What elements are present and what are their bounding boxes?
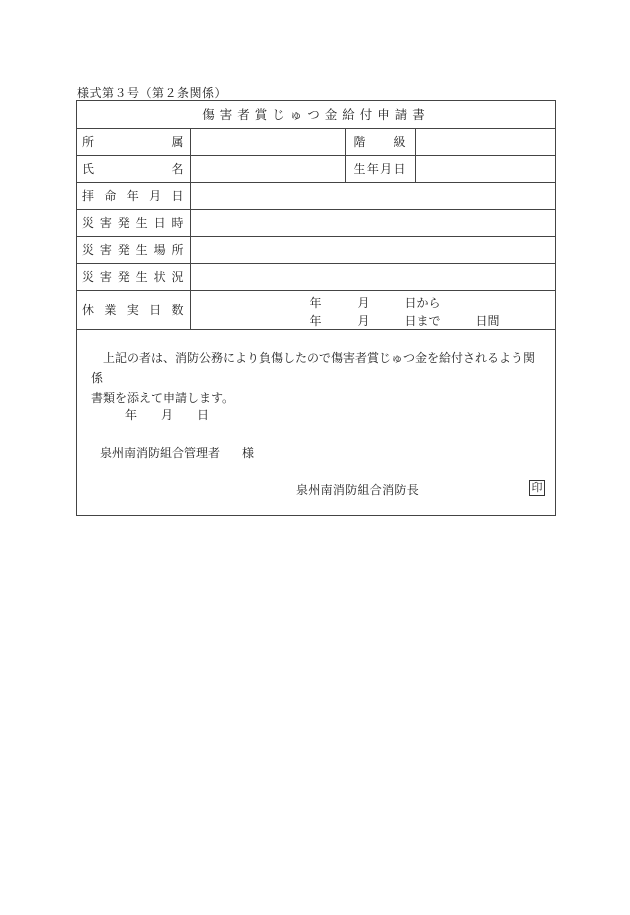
- disaster-datetime-field[interactable]: [190, 209, 555, 236]
- date-day: 日: [197, 408, 210, 422]
- label-char: 状: [153, 270, 166, 284]
- label-char: 属: [171, 135, 184, 149]
- label-char: 年: [126, 189, 139, 203]
- leave-period-field[interactable]: [190, 290, 555, 329]
- statement-line-2: 書類を添えて申請します。: [91, 391, 235, 405]
- label-char: 階: [353, 135, 366, 149]
- label-char: 日: [153, 216, 166, 230]
- period-days: 日間: [475, 313, 500, 328]
- label-text: [82, 241, 184, 258]
- label-char: 災: [82, 243, 95, 257]
- rank-label: [345, 128, 415, 155]
- form-number: 様式第３号（第２条関係）: [77, 86, 228, 100]
- label-char: 所: [171, 243, 184, 257]
- form-table: [77, 101, 555, 330]
- label-char: 業: [104, 303, 117, 317]
- addressee-honorific: 様: [242, 446, 255, 460]
- label-char: 氏: [82, 162, 95, 176]
- label-char: 生: [353, 162, 366, 176]
- label-char: 発: [117, 243, 130, 257]
- label-char: 生: [135, 216, 148, 230]
- label-char: 名: [171, 162, 184, 176]
- period-month-1: 月: [357, 295, 370, 310]
- label-text: [354, 133, 406, 150]
- label-char: 日: [149, 303, 162, 317]
- name-field[interactable]: [190, 155, 345, 182]
- label-char: 休: [82, 303, 95, 317]
- label-char: 場: [153, 243, 166, 257]
- label-char: 日: [171, 189, 184, 203]
- period-year-2: 年: [309, 313, 322, 328]
- label-char: 発: [117, 216, 130, 230]
- label-char: 発: [117, 270, 130, 284]
- leave-days-label: [77, 290, 190, 329]
- affiliation-label: [77, 128, 190, 155]
- statement-line-1: 上記の者は、消防公務により負傷したので傷害者賞じゅつ金を給付されるよう関係: [91, 351, 536, 385]
- period-until: 日まで: [404, 313, 441, 328]
- label-text: [82, 214, 184, 231]
- application-statement: [91, 348, 546, 408]
- period-from: 日から: [404, 295, 441, 310]
- addressee-org: 泉州南消防組合管理者: [100, 446, 221, 460]
- label-char: 日: [393, 162, 406, 176]
- label-char: 況: [171, 270, 184, 284]
- disaster-place-label: [77, 236, 190, 263]
- disaster-situation-field[interactable]: [190, 263, 555, 290]
- label-char: 害: [99, 216, 112, 230]
- appointment-date-label: [77, 182, 190, 209]
- application-form: [76, 100, 556, 516]
- label-text: [354, 160, 406, 177]
- birthdate-field[interactable]: [415, 155, 555, 182]
- label-char: 生: [135, 243, 148, 257]
- birthdate-label: [345, 155, 415, 182]
- date-month: 月: [161, 408, 174, 422]
- label-char: 実: [126, 303, 139, 317]
- label-char: 害: [99, 243, 112, 257]
- label-char: 月: [380, 162, 393, 176]
- seal-mark: 印: [529, 480, 545, 496]
- form-title: 傷害者賞じゅつ金給付申請書: [77, 101, 555, 128]
- disaster-place-field[interactable]: [190, 236, 555, 263]
- addressee: [100, 444, 254, 461]
- date-year: 年: [125, 408, 138, 422]
- label-char: 拝: [82, 189, 95, 203]
- label-text: [82, 301, 184, 318]
- label-text: [82, 133, 184, 150]
- label-text: [82, 187, 184, 204]
- sender: 泉州南消防組合消防長: [296, 483, 420, 497]
- disaster-situation-label: [77, 263, 190, 290]
- label-char: 時: [171, 216, 184, 230]
- period-month-2: 月: [357, 313, 370, 328]
- label-char: 所: [82, 135, 95, 149]
- disaster-datetime-label: [77, 209, 190, 236]
- affiliation-field[interactable]: [190, 128, 345, 155]
- period-year-1: 年: [309, 295, 322, 310]
- rank-field[interactable]: [415, 128, 555, 155]
- label-char: 害: [99, 270, 112, 284]
- label-char: 災: [82, 216, 95, 230]
- label-text: [82, 160, 184, 177]
- label-char: 命: [104, 189, 117, 203]
- label-char: 生: [135, 270, 148, 284]
- label-char: 災: [82, 270, 95, 284]
- label-char: 年: [366, 162, 379, 176]
- label-char: 月: [149, 189, 162, 203]
- appointment-date-field[interactable]: [190, 182, 555, 209]
- name-label: [77, 155, 190, 182]
- label-text: [82, 268, 184, 285]
- label-char: 数: [171, 303, 184, 317]
- label-char: 級: [393, 135, 406, 149]
